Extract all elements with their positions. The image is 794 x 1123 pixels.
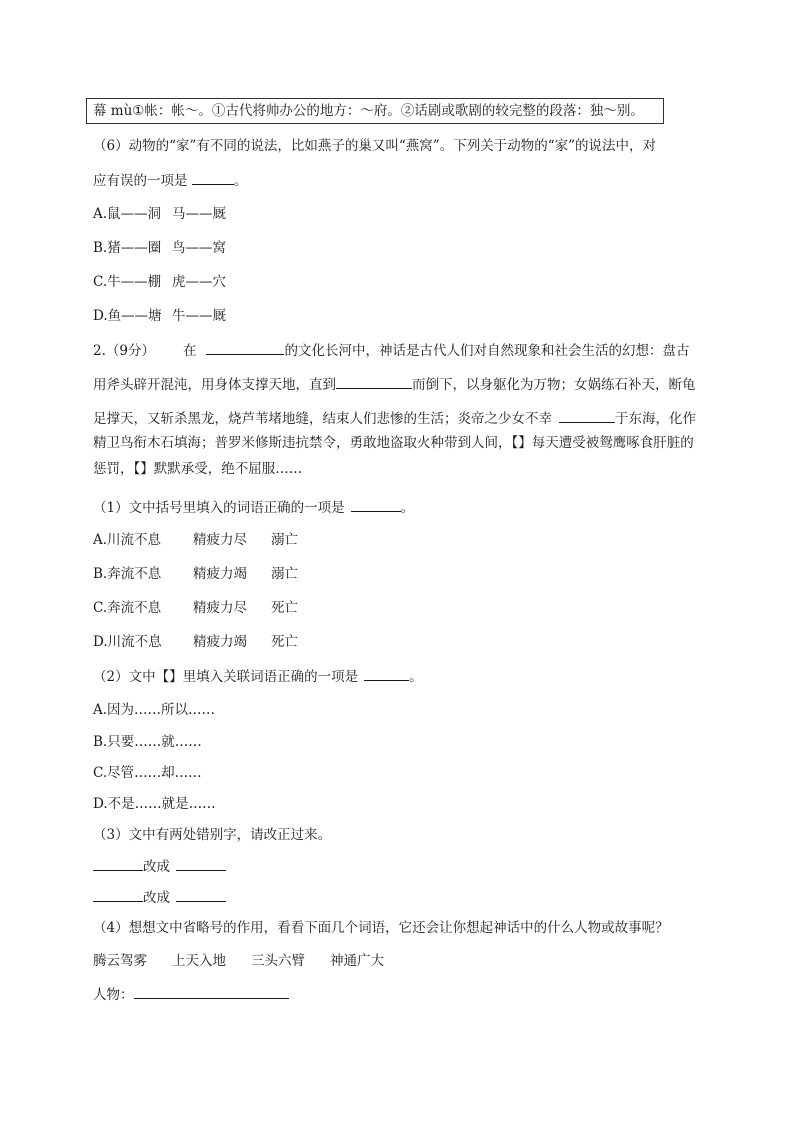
sub1-option-b: B.奔流不息 精疲力竭 溺亡 <box>93 566 298 582</box>
sub4-person-line: 人物： <box>93 984 289 1005</box>
sub2-option-d: D.不是……就是…… <box>93 796 216 812</box>
q2-blank-1[interactable] <box>206 340 284 355</box>
sub1-option-d: D.川流不息 精疲力竭 死亡 <box>93 634 298 650</box>
q6-line1: （6）动物的“家”有不同的说法，比如燕子的巢又叫“燕窝”。下列关于动物的“家”的说法中，对 <box>93 138 656 154</box>
sub3-correction-1: 改成 <box>93 856 226 877</box>
q2-passage-line4: 精卫鸟衔木石填海；普罗米修斯违抗禁令，勇敢地盗取火种带到人间，【】每天遭受被鸳鹰啄食肝脏的 <box>93 435 694 451</box>
q6-answer-blank[interactable] <box>192 170 234 185</box>
q2-number: 2. <box>93 343 106 359</box>
sub3-right-char-1[interactable] <box>176 856 226 871</box>
q6-option-b: B.猪——圈 鸟——窝 <box>93 240 226 256</box>
q2-passage-line5: 惩罚，【】默默承受，绝不屈服…… <box>93 461 303 477</box>
q2-passage-line1: 2.（9分） 在 的文化长河中，神话是古代人们对自然现象和社会生活的幻想：盘古 <box>93 340 689 361</box>
q6-line2: 应有误的一项是 。 <box>93 170 247 191</box>
word-1: 腾云驾雾 <box>93 953 147 969</box>
dictionary-entry-text: 幕 mù①帐：帐～。①古代将帅办公的地方：～府。②话剧或歌剧的较完整的段落：独～别。 <box>93 103 644 119</box>
sub4-person-blank[interactable] <box>134 984 289 999</box>
sub4-words <box>93 951 384 971</box>
sub1-question: （1）文中括号里填入的词语正确的一项是 。 <box>93 497 414 518</box>
sub4-question: （4）想想文中省略号的作用，看看下面几个词语，它还会让你想起神话中的什么人物或故事呢？ <box>93 920 669 936</box>
sub3-question: （3）文中有两处错别字，请改正过来。 <box>93 827 332 843</box>
q2-blank-2[interactable] <box>336 374 412 389</box>
word-4: 神通广大 <box>330 953 384 969</box>
q2-blank-3[interactable] <box>559 408 615 423</box>
q6-option-c: C.牛——棚 虎——穴 <box>93 274 226 290</box>
sub2-answer-blank[interactable] <box>364 666 409 681</box>
sub3-wrong-char-2[interactable] <box>93 887 143 902</box>
word-2: 上天入地 <box>172 953 226 969</box>
word-3: 三头六臂 <box>251 953 305 969</box>
q2-score: （9分） <box>105 343 155 359</box>
q6-prompt: 应有误的一项是 <box>93 173 188 189</box>
sub1-option-c: C.奔流不息 精疲力尽 死亡 <box>93 600 298 616</box>
q2-passage-line3: 足撑天，又斩杀黑龙，烧芦苇堵地缝，结束人们悲惨的生活；炎帝之少女不幸 于东海，化作 <box>93 408 696 429</box>
sub3-correction-2: 改成 <box>93 887 226 908</box>
sub2-option-b: B.只要……就…… <box>93 734 202 750</box>
sub2-question: （2）文中【】里填入关联词语正确的一项是 。 <box>93 666 423 687</box>
sub1-option-a: A.川流不息 精疲力尽 溺亡 <box>93 532 298 548</box>
sub3-wrong-char-1[interactable] <box>93 856 143 871</box>
sub2-option-c: C.尽管……却…… <box>93 765 202 781</box>
q6-option-a: A.鼠——洞 马——厩 <box>93 206 226 222</box>
sub3-right-char-2[interactable] <box>176 887 226 902</box>
q6-option-d: D.鱼——塘 牛——厩 <box>93 308 226 324</box>
sub1-answer-blank[interactable] <box>351 497 401 512</box>
sub2-option-a: A.因为……所以…… <box>93 702 216 718</box>
q2-passage-line2: 用斧头辟开混沌，用身体支撑天地，直到 而倒下，以身躯化为万物；女娲练石补天，断龟 <box>93 374 696 395</box>
